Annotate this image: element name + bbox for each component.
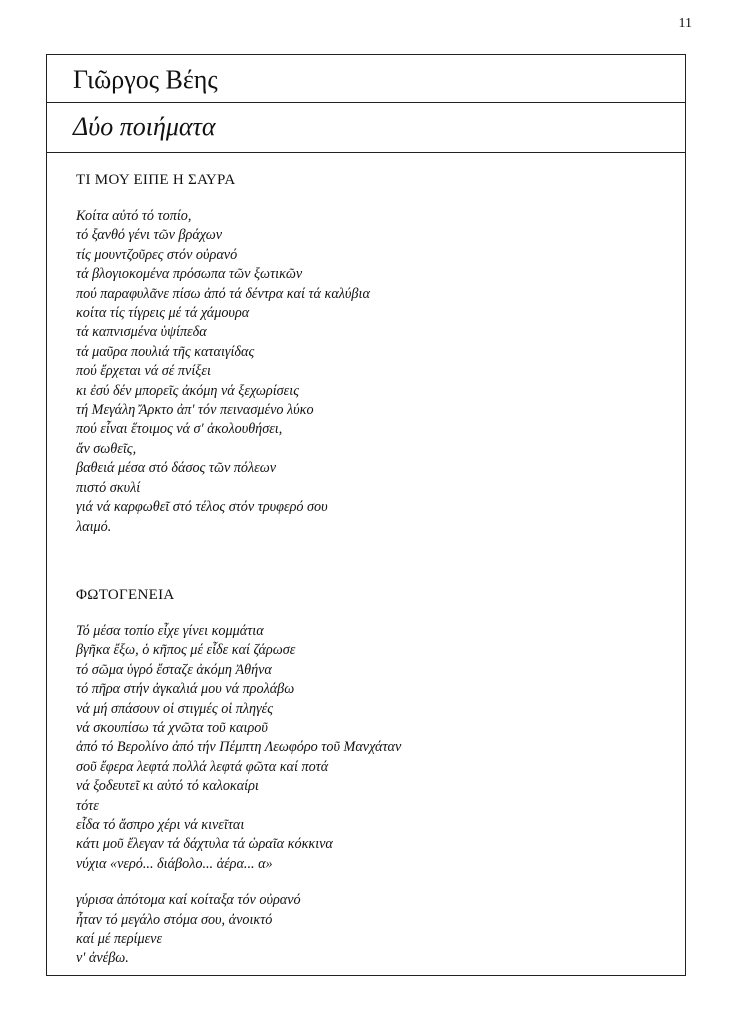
poem-1-lines [76, 207, 685, 537]
poem-line: νύχια «νερό... διάβολο... ἀέρα... α» [76, 855, 273, 872]
poem-line: τό σῶμα ὑγρό ἔσταζε ἀκόμη Ἀθήνα [76, 661, 272, 678]
poem-line: πού ἔρχεται νά σέ πνίξει [76, 363, 211, 380]
poem-frame [46, 54, 686, 976]
poem-line: Κοίτα αὐτό τό τοπίο, [76, 208, 192, 224]
poem-2-lines [76, 622, 685, 969]
poem-line: πιστό σκυλί [76, 479, 141, 496]
poem-line: εἶδα τό ἄσπρο χέρι νά κινεῖται [76, 816, 245, 833]
poem-line: τίς μουντζοῦρες στόν οὐρανό [76, 246, 238, 263]
poem-line: κι ἐσύ δέν μπορεῖς ἀκόμη νά ξεχωρίσεις [76, 382, 299, 399]
collection-title: Δύο ποιήματα [47, 103, 685, 153]
poem-line: βαθειά μέσα στό δάσος τῶν πόλεων [76, 460, 277, 477]
poem-2-stanza-2 [76, 891, 685, 969]
poem-line: λαιμό. [76, 518, 112, 535]
poem-title-1: ΤΙ ΜΟΥ ΕΙΠΕ Η ΣΑΥΡΑ [76, 172, 236, 188]
poem-line: σοῦ ἔφερα λεφτά πολλά λεφτά φῶτα καί ποτά [76, 758, 329, 775]
poem-2-stanza-1 [76, 622, 685, 874]
poem-line: γύρισα ἀπότομα καί κοίταξα τόν οὐρανό [76, 892, 301, 909]
poem-line: νά σκουπίσω τά χνῶτα τοῦ καιροῦ [76, 719, 268, 736]
poem-line: τό ξανθό γένι τῶν βράχων [76, 227, 223, 244]
poem-line: καί μέ περίμενε [76, 931, 163, 947]
poem-title-2: ΦΩΤΟΓΕΝΕΙΑ [76, 586, 175, 603]
poem-line: ἦταν τό μεγάλο στόμα σου, ἀνοικτό [76, 911, 273, 928]
page-number: 11 [678, 16, 692, 31]
poem-line: Τό μέσα τοπίο εἶχε γίνει κομμάτια [76, 622, 264, 639]
poem-line: τά βλογιοκομένα πρόσωπα τῶν ξωτικῶν [76, 266, 303, 283]
poem-line: κοίτα τίς τίγρεις μέ τά χάμουρα [76, 305, 250, 322]
poem-line: τά μαῦρα πουλιά τῆς καταιγίδας [76, 343, 255, 360]
poem-line: πού εἶναι ἕτοιμος νά σ' ἀκολουθήσει, [76, 421, 283, 438]
poem-line: ἀπό τό Βερολίνο ἀπό τήν Πέμπτη Λεωφόρο τοῦ Μανχάταν [76, 739, 402, 756]
poem-line: νά ξοδευτεῖ κι αὐτό τό καλοκαίρι [76, 778, 259, 795]
poems-content [47, 172, 685, 969]
poem-line: νά μή σπάσουν οἱ στιγμές οἱ πληγές [76, 700, 274, 717]
poem-line: τότε [76, 797, 99, 814]
poem-line: πού παραφυλᾶνε πίσω ἀπό τά δέντρα καί τά καλύβια [76, 285, 370, 302]
author-name: Γιῶργος Βέης [47, 55, 685, 103]
poem-line: τό πῆρα στήν ἀγκαλιά μου νά προλάβω [76, 681, 295, 698]
poem-line: κάτι μοῦ ἔλεγαν τά δάχτυλα τά ὡραῖα κόκκινα [76, 836, 333, 853]
poem-line: τά καπνισμένα ὑψίπεδα [76, 324, 207, 341]
poem-line: βγῆκα ἔξω, ὁ κῆπος μέ εἶδε καί ζάρωσε [76, 642, 296, 659]
poem-line: ν' ἀνέβω. [76, 950, 129, 967]
poem-line: τή Μεγάλη Ἄρκτο ἀπ' τόν πεινασμένο λύκο [76, 402, 314, 419]
poem-line: ἄν σωθεῖς, [76, 440, 137, 457]
poem-line: γιά νά καρφωθεῖ στό τέλος στόν τρυφερό σου [76, 499, 328, 516]
stanza-gap [76, 874, 685, 891]
